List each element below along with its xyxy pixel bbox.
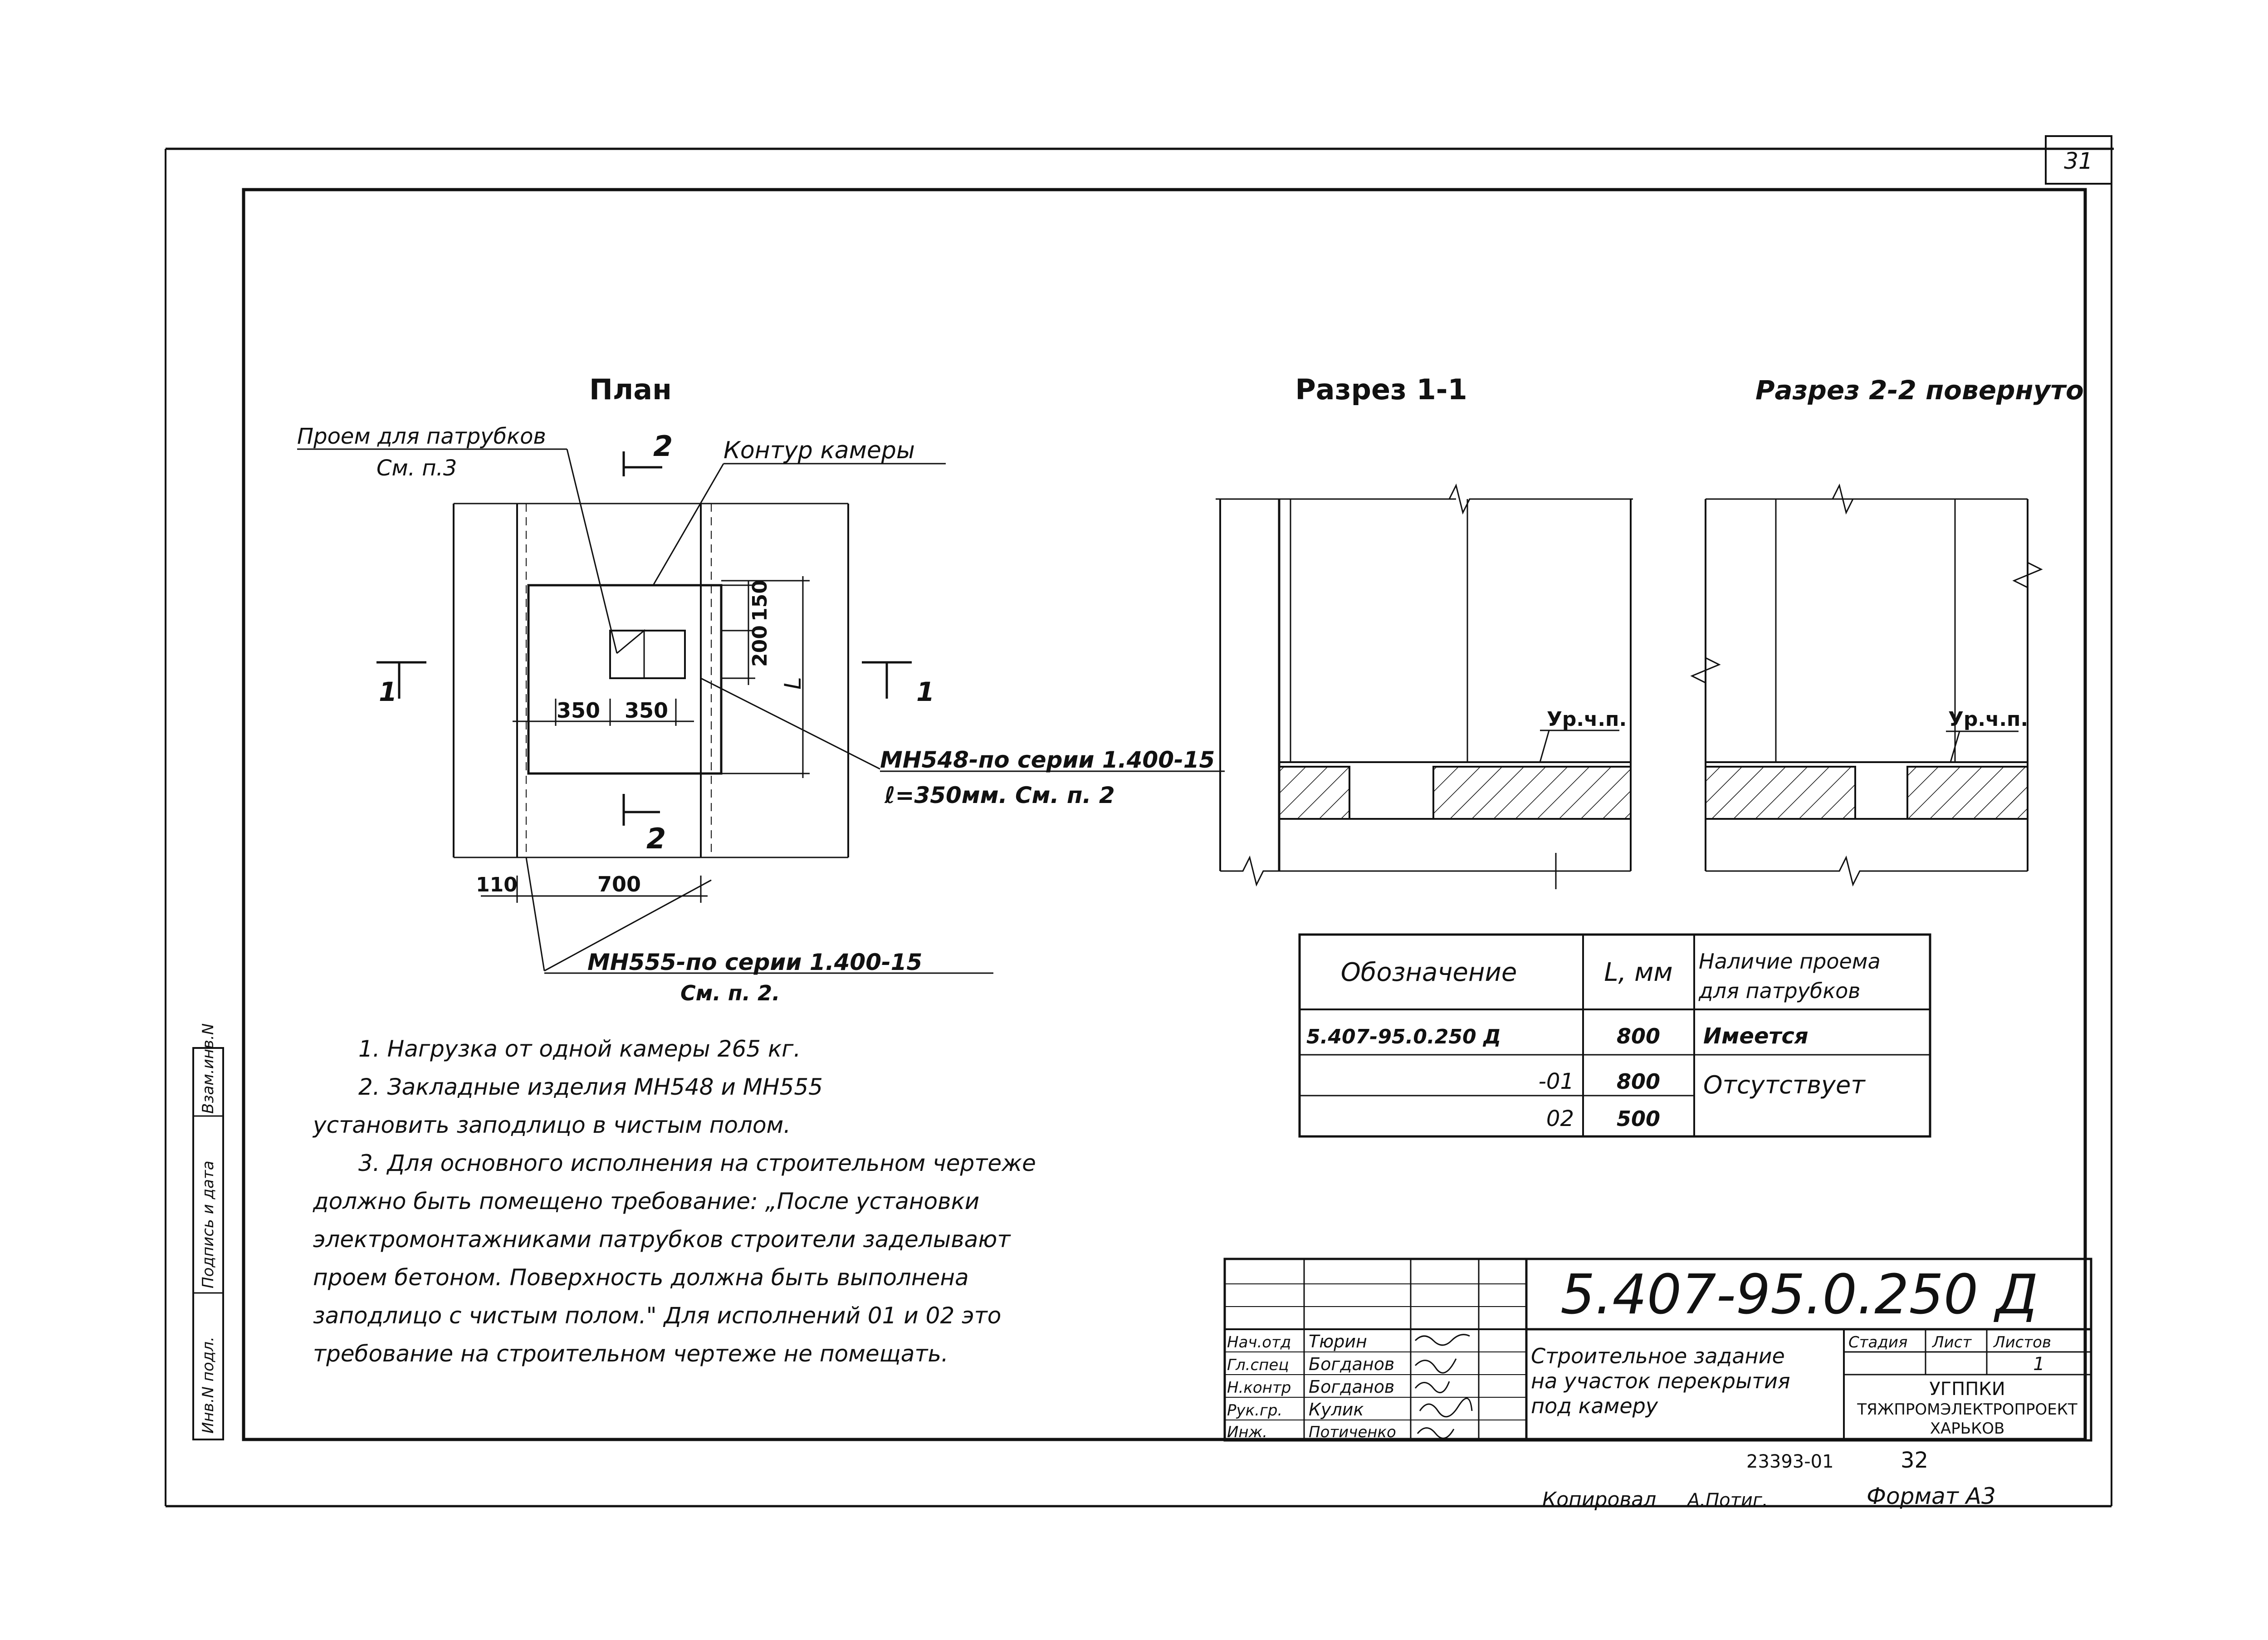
mn548-label-line2: ℓ=350мм. См. п. 2: [885, 782, 1115, 808]
mn555-label-line2: См. п. 2.: [680, 981, 780, 1005]
section22-title: Разрез 2-2 повернуто: [1755, 375, 2084, 406]
signature-role-5: Инж.: [1227, 1423, 1268, 1441]
table-header-designation: Обозначение: [1340, 958, 1517, 987]
signature-scribble-2: [1415, 1359, 1456, 1373]
stamp-replace-inv: Взам.инв.N: [199, 1023, 217, 1114]
signature-scribble-1: [1415, 1335, 1470, 1345]
plan-dim-350-left: 350: [556, 698, 601, 723]
title-block: [1225, 1259, 2091, 1441]
plan-section-mark-1-left: 1: [379, 676, 397, 707]
plan-dim-200: 200: [748, 625, 772, 667]
table-row-1-length: 800: [1616, 1024, 1661, 1048]
plan-dim-700: 700: [597, 872, 641, 896]
note-3-line-2: должно быть помещено требование: „После установки: [313, 1188, 980, 1214]
table-row-1-opening: Имеется: [1703, 1023, 1809, 1049]
note-3-line-3: электромонтажниками патрубков строители заделывают: [313, 1226, 1011, 1253]
signature-name-5: Потиченко: [1309, 1423, 1396, 1441]
plan-dim-110: 110: [476, 873, 518, 896]
title-block-code: 5.407-95.0.250 Д: [1560, 1263, 2038, 1327]
section22-level-label: Ур.ч.п.: [1948, 708, 2028, 731]
title-description-1: Строительное задание: [1531, 1344, 1785, 1368]
signature-name-1: Тюрин: [1309, 1332, 1367, 1351]
signature-role-4: Рук.гр.: [1227, 1401, 1283, 1420]
general-notes: [313, 1030, 1202, 1373]
table-row-2-opening: Отсутствует: [1703, 1071, 1865, 1099]
section-2-2: [1692, 375, 2084, 885]
plan-section-mark-2-bottom: 2: [646, 822, 666, 855]
table-row-3-length: 500: [1616, 1106, 1661, 1131]
section11-level-label: Ур.ч.п.: [1547, 708, 1627, 731]
plan-section-mark-1-right: 1: [916, 676, 935, 707]
table-header-opening-1: Наличие проема: [1699, 949, 1881, 974]
section11-title: Разрез 1-1: [1295, 373, 1467, 406]
variants-table: [1300, 935, 1930, 1136]
note-3-line-1: 3. Для основного исполнения на строительном чертеже: [358, 1150, 1036, 1176]
plan-dim-L: L: [780, 677, 806, 690]
table-row-2-length: 800: [1616, 1069, 1661, 1094]
table-header-length: L, мм: [1604, 958, 1673, 987]
table-row-1-designation: 5.407-95.0.250 Д: [1306, 1025, 1501, 1048]
format-label: Формат А3: [1867, 1483, 1996, 1509]
org-line-3: ХАРЬКОВ: [1930, 1420, 2005, 1438]
plan-contour-label: Контур камеры: [723, 437, 915, 464]
plan-opening-label: Проем для патрубков: [297, 424, 546, 449]
archive-number: 23393-01: [1746, 1451, 1834, 1472]
title-sheets-value: 1: [2033, 1354, 2045, 1375]
signature-name-4: Кулик: [1309, 1400, 1364, 1420]
org-line-1: УГППКИ: [1929, 1379, 2005, 1400]
mn548-label-line1: МН548-по серии 1.400-15: [880, 747, 1215, 773]
plan-dim-350-right: 350: [624, 698, 669, 723]
section-1-1: [1216, 373, 1633, 889]
copied-label: Копировал: [1542, 1488, 1657, 1511]
copied-sign: А.Потиг.: [1687, 1490, 1768, 1511]
signature-scribble-4: [1420, 1398, 1472, 1417]
title-description-2: на участок перекрытия: [1531, 1369, 1790, 1393]
signature-role-2: Гл.спец: [1227, 1356, 1289, 1374]
plan-title: План: [589, 373, 672, 406]
title-sheets-header: Листов: [1994, 1333, 2052, 1351]
stamp-sign-date: Подпись и дата: [199, 1160, 217, 1288]
plan-opening-ref: См. п.3: [376, 455, 457, 481]
plan-section-mark-2-top: 2: [653, 430, 673, 463]
note-3-line-4: проем бетоном. Поверхность должна быть выполнена: [313, 1264, 969, 1291]
archive-page: 32: [1901, 1448, 1929, 1473]
plan-dim-150: 150: [748, 580, 772, 622]
org-line-2: ТЯЖПРОМЭЛЕКТРОПРОЕКТ: [1857, 1400, 2077, 1419]
signature-name-2: Богданов: [1309, 1354, 1395, 1374]
side-stamp: [193, 1023, 223, 1439]
signature-scribble-5: [1418, 1428, 1454, 1439]
signature-role-1: Нач.отд: [1227, 1333, 1291, 1351]
table-row-3-designation: 02: [1546, 1106, 1574, 1131]
page-number: 31: [2064, 148, 2093, 174]
signature-scribble-3: [1415, 1381, 1449, 1393]
note-2-line-1: 2. Закладные изделия МН548 и МН555: [358, 1074, 823, 1100]
title-description-3: под камеру: [1531, 1394, 1658, 1418]
note-1: 1. Нагрузка от одной камеры 265 кг.: [358, 1036, 801, 1062]
table-row-2-designation: -01: [1538, 1069, 1574, 1094]
title-stage-header: Стадия: [1848, 1333, 1908, 1351]
note-2-line-2: установить заподлицо в чистым полом.: [313, 1112, 791, 1138]
stamp-inv-no: Инв.N подл.: [199, 1336, 217, 1434]
mn555-label-line1: МН555-по серии 1.400-15: [587, 949, 923, 975]
note-3-line-6: требование на строительном чертеже не помещать.: [313, 1341, 948, 1367]
note-3-line-5: заподлицо с чистым полом." Для исполнений 01 и 02 это: [313, 1302, 1002, 1329]
title-sheet-header: Лист: [1932, 1333, 1972, 1351]
plan-view: [297, 373, 1225, 1005]
signature-name-3: Богданов: [1309, 1377, 1395, 1397]
table-header-opening-2: для патрубков: [1699, 979, 1861, 1003]
signature-role-3: Н.контр: [1227, 1379, 1291, 1397]
